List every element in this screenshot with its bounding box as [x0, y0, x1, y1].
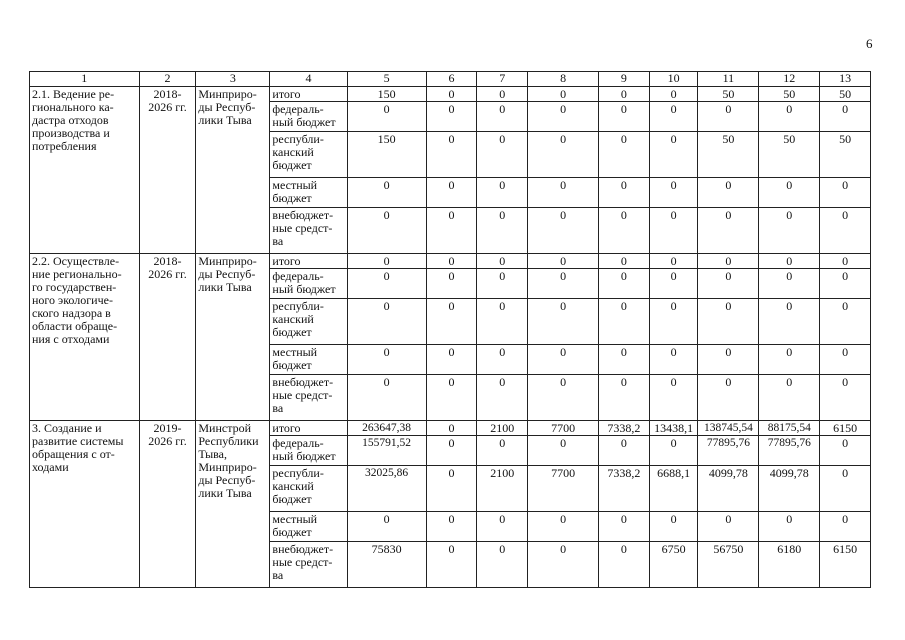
amount-cell: 0 [426, 102, 477, 132]
amount-cell: 0 [649, 254, 698, 269]
table-row [30, 254, 871, 269]
amount-cell: 0 [649, 269, 698, 299]
amount-cell: 0 [698, 345, 759, 375]
amount-cell: 75830 [347, 542, 426, 588]
budget-table [29, 71, 871, 588]
amount-cell: 263647,38 [347, 421, 426, 436]
executor-cell: Минприро- ды Респуб- лики Тыва [196, 87, 270, 254]
amount-cell: 0 [759, 208, 820, 254]
period-cell: 2018- 2026 гг. [139, 254, 196, 421]
amount-cell: 7700 [528, 421, 599, 436]
amount-cell: 6180 [759, 542, 820, 588]
amount-cell: 0 [759, 299, 820, 345]
funding-source-cell: федераль- ный бюджет [270, 269, 347, 299]
amount-cell: 0 [477, 208, 528, 254]
amount-cell: 0 [698, 299, 759, 345]
amount-cell: 0 [426, 254, 477, 269]
amount-cell: 0 [426, 299, 477, 345]
amount-cell: 7700 [528, 466, 599, 512]
amount-cell: 7338,2 [599, 421, 650, 436]
funding-source-cell: итого [270, 87, 347, 102]
funding-source-cell: внебюджет- ные средст- ва [270, 542, 347, 588]
amount-cell: 77895,76 [698, 436, 759, 466]
amount-cell: 0 [649, 512, 698, 542]
funding-source-cell: республи- канский бюджет [270, 299, 347, 345]
col-header-1: 1 [30, 72, 140, 87]
amount-cell: 0 [820, 375, 871, 421]
executor-cell: Минстрой Республики Тыва, Минприро- ды Респуб- лики Тыва [196, 421, 270, 588]
amount-cell: 0 [698, 102, 759, 132]
amount-cell: 0 [477, 542, 528, 588]
col-header-5: 5 [347, 72, 426, 87]
amount-cell: 0 [347, 269, 426, 299]
amount-cell: 77895,76 [759, 436, 820, 466]
table-body [30, 72, 871, 588]
amount-cell: 13438,1 [649, 421, 698, 436]
amount-cell: 0 [426, 436, 477, 466]
amount-cell: 0 [477, 102, 528, 132]
amount-cell: 32025,86 [347, 466, 426, 512]
funding-source-cell: федераль- ный бюджет [270, 102, 347, 132]
amount-cell: 4099,78 [698, 466, 759, 512]
amount-cell: 7338,2 [599, 466, 650, 512]
amount-cell: 0 [820, 345, 871, 375]
amount-cell: 0 [759, 178, 820, 208]
amount-cell: 0 [528, 436, 599, 466]
amount-cell: 0 [477, 375, 528, 421]
amount-cell: 6688,1 [649, 466, 698, 512]
amount-cell: 0 [820, 466, 871, 512]
col-header-13: 13 [820, 72, 871, 87]
amount-cell: 0 [477, 269, 528, 299]
amount-cell: 0 [477, 132, 528, 178]
page-number: 6 [866, 36, 873, 51]
header-row [30, 72, 871, 87]
amount-cell: 0 [347, 178, 426, 208]
col-header-12: 12 [759, 72, 820, 87]
amount-cell: 0 [599, 132, 650, 178]
amount-cell: 0 [528, 132, 599, 178]
col-header-3: 3 [196, 72, 270, 87]
amount-cell: 0 [759, 102, 820, 132]
amount-cell: 0 [698, 269, 759, 299]
funding-source-cell: итого [270, 254, 347, 269]
amount-cell: 0 [528, 208, 599, 254]
amount-cell: 0 [820, 178, 871, 208]
amount-cell: 0 [347, 254, 426, 269]
amount-cell: 0 [528, 254, 599, 269]
funding-source-cell: республи- канский бюджет [270, 132, 347, 178]
amount-cell: 0 [759, 345, 820, 375]
funding-source-cell: местный бюджет [270, 345, 347, 375]
amount-cell: 0 [426, 512, 477, 542]
amount-cell: 0 [649, 345, 698, 375]
amount-cell: 0 [477, 512, 528, 542]
funding-source-cell: итого [270, 421, 347, 436]
col-header-9: 9 [599, 72, 650, 87]
amount-cell: 50 [698, 87, 759, 102]
amount-cell: 0 [599, 299, 650, 345]
period-cell: 2019- 2026 гг. [139, 421, 196, 588]
amount-cell: 0 [599, 269, 650, 299]
funding-source-cell: республи- канский бюджет [270, 466, 347, 512]
amount-cell: 0 [820, 299, 871, 345]
amount-cell: 88175,54 [759, 421, 820, 436]
amount-cell: 150 [347, 132, 426, 178]
amount-cell: 0 [599, 345, 650, 375]
amount-cell: 0 [599, 87, 650, 102]
amount-cell: 0 [698, 208, 759, 254]
amount-cell: 0 [649, 299, 698, 345]
amount-cell: 0 [528, 512, 599, 542]
amount-cell: 0 [347, 299, 426, 345]
col-header-2: 2 [139, 72, 196, 87]
amount-cell: 0 [347, 375, 426, 421]
amount-cell: 6750 [649, 542, 698, 588]
table-row [30, 87, 871, 102]
amount-cell: 0 [426, 269, 477, 299]
amount-cell: 0 [759, 254, 820, 269]
measure-name-cell: 2.1. Ведение ре- гионального ка- дастра отходов производства и потребления [30, 87, 140, 254]
amount-cell: 0 [649, 208, 698, 254]
amount-cell: 50 [820, 132, 871, 178]
amount-cell: 0 [649, 132, 698, 178]
col-header-4: 4 [270, 72, 347, 87]
amount-cell: 0 [426, 421, 477, 436]
amount-cell: 138745,54 [698, 421, 759, 436]
amount-cell: 0 [698, 254, 759, 269]
amount-cell: 0 [528, 542, 599, 588]
amount-cell: 0 [599, 542, 650, 588]
amount-cell: 155791,52 [347, 436, 426, 466]
amount-cell: 50 [759, 87, 820, 102]
funding-source-cell: местный бюджет [270, 178, 347, 208]
amount-cell: 0 [599, 375, 650, 421]
amount-cell: 56750 [698, 542, 759, 588]
amount-cell: 0 [528, 269, 599, 299]
col-header-7: 7 [477, 72, 528, 87]
amount-cell: 0 [759, 269, 820, 299]
funding-source-cell: федераль- ный бюджет [270, 436, 347, 466]
amount-cell: 0 [698, 178, 759, 208]
period-cell: 2018- 2026 гг. [139, 87, 196, 254]
measure-name-cell: 3. Создание и развитие системы обращения с от- ходами [30, 421, 140, 588]
amount-cell: 0 [649, 436, 698, 466]
amount-cell: 0 [599, 208, 650, 254]
funding-source-cell: местный бюджет [270, 512, 347, 542]
amount-cell: 0 [477, 87, 528, 102]
amount-cell: 0 [477, 299, 528, 345]
amount-cell: 6150 [820, 542, 871, 588]
amount-cell: 50 [820, 87, 871, 102]
table-row [30, 421, 871, 436]
amount-cell: 0 [528, 375, 599, 421]
amount-cell: 0 [426, 345, 477, 375]
amount-cell: 0 [820, 102, 871, 132]
measure-name-cell: 2.2. Осуществле- ние регионально- го государствен- ного экологиче- ского надзора в области обраще- ния с отходами [30, 254, 140, 421]
amount-cell: 0 [477, 436, 528, 466]
col-header-6: 6 [426, 72, 477, 87]
executor-cell: Минприро- ды Респуб- лики Тыва [196, 254, 270, 421]
amount-cell: 50 [759, 132, 820, 178]
col-header-8: 8 [528, 72, 599, 87]
amount-cell: 0 [698, 512, 759, 542]
col-header-10: 10 [649, 72, 698, 87]
amount-cell: 0 [820, 436, 871, 466]
amount-cell: 0 [528, 345, 599, 375]
amount-cell: 0 [426, 132, 477, 178]
amount-cell: 0 [426, 542, 477, 588]
amount-cell: 2100 [477, 466, 528, 512]
amount-cell: 6150 [820, 421, 871, 436]
amount-cell: 0 [528, 102, 599, 132]
amount-cell: 0 [649, 178, 698, 208]
amount-cell: 0 [426, 466, 477, 512]
amount-cell: 0 [426, 178, 477, 208]
amount-cell: 0 [649, 102, 698, 132]
amount-cell: 0 [759, 512, 820, 542]
funding-source-cell: внебюджет- ные средст- ва [270, 208, 347, 254]
amount-cell: 0 [599, 178, 650, 208]
amount-cell: 2100 [477, 421, 528, 436]
amount-cell: 0 [759, 375, 820, 421]
amount-cell: 0 [426, 208, 477, 254]
amount-cell: 0 [599, 102, 650, 132]
amount-cell: 0 [820, 269, 871, 299]
amount-cell: 0 [698, 375, 759, 421]
amount-cell: 0 [528, 178, 599, 208]
amount-cell: 0 [347, 345, 426, 375]
amount-cell: 0 [649, 375, 698, 421]
amount-cell: 0 [599, 512, 650, 542]
amount-cell: 0 [820, 512, 871, 542]
amount-cell: 0 [599, 436, 650, 466]
col-header-11: 11 [698, 72, 759, 87]
amount-cell: 0 [426, 375, 477, 421]
amount-cell: 0 [820, 208, 871, 254]
funding-source-cell: внебюджет- ные средст- ва [270, 375, 347, 421]
amount-cell: 0 [649, 87, 698, 102]
amount-cell: 0 [528, 299, 599, 345]
amount-cell: 150 [347, 87, 426, 102]
amount-cell: 4099,78 [759, 466, 820, 512]
amount-cell: 0 [599, 254, 650, 269]
amount-cell: 0 [477, 254, 528, 269]
amount-cell: 0 [820, 254, 871, 269]
amount-cell: 50 [698, 132, 759, 178]
amount-cell: 0 [528, 87, 599, 102]
amount-cell: 0 [347, 208, 426, 254]
amount-cell: 0 [477, 178, 528, 208]
amount-cell: 0 [426, 87, 477, 102]
amount-cell: 0 [347, 512, 426, 542]
amount-cell: 0 [347, 102, 426, 132]
amount-cell: 0 [477, 345, 528, 375]
